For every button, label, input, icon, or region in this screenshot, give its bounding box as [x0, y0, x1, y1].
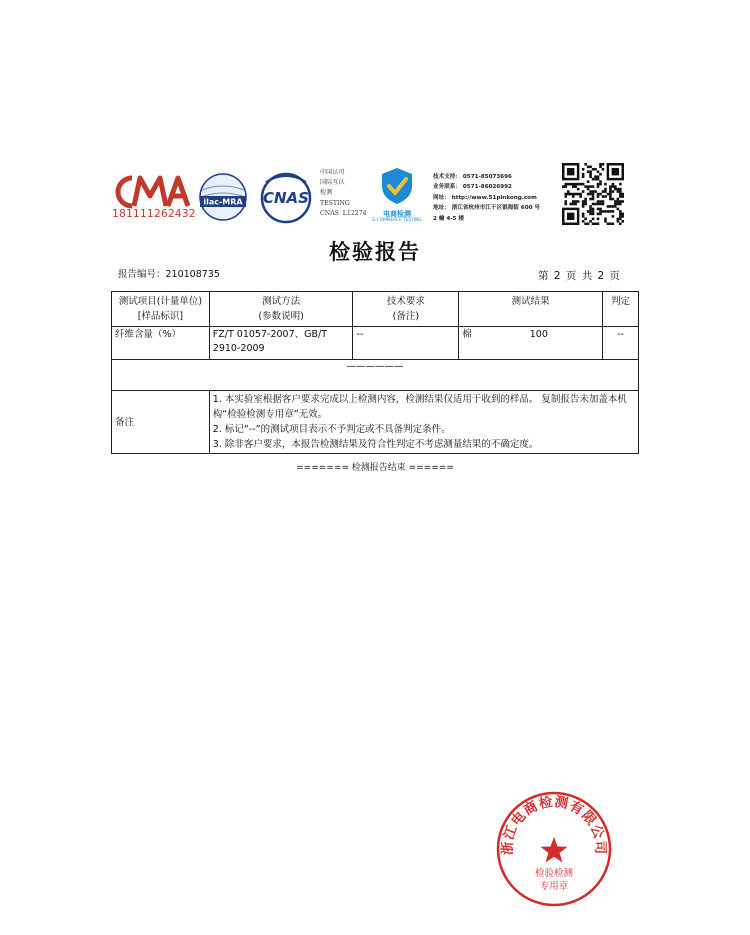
page-title: 检验报告 — [329, 239, 421, 264]
cnas-text-block — [320, 168, 367, 219]
ecom-cn-label: 电商检测 — [383, 210, 411, 218]
result-value: 100 — [529, 329, 548, 340]
address-line-2: 2 幢 4-5 楼 — [433, 215, 465, 222]
cell-result — [459, 327, 603, 360]
cnas-line: 中国认可 — [320, 169, 345, 176]
note-item: 2. 标记“--”的测试项目表示不予判定或不具备判定条件。 — [212, 424, 451, 435]
svg-text:ilac-MRA: ilac-MRA — [203, 197, 243, 207]
result-label: 棉 — [462, 329, 472, 340]
svg-text:CNAS: CNAS — [263, 189, 309, 207]
address-line: 地址： 浙江省杭州市江干区银海街 600 号 — [433, 205, 541, 212]
report-number: 报告编号：210108735 — [118, 269, 220, 280]
header-requirement: 技术要求 (备注) — [353, 292, 459, 327]
cell-requirement: -- — [353, 327, 459, 360]
table-row — [112, 327, 639, 360]
seal-line-1: 检验检测 — [534, 868, 574, 879]
note-item: 3. 除非客户要求，本报告检测结果及符合性判定不考虑测量结果的不确定度。 — [212, 439, 539, 450]
cnas-line: 国际互认 — [320, 179, 345, 187]
results-table — [111, 291, 639, 454]
website-line: 网址： http://www.51pinkong.com — [433, 194, 537, 201]
business-line: 业务联系： 0571-86026992 — [433, 184, 512, 191]
header-result: 测试结果 — [459, 292, 603, 327]
seal-arc-text: 浙江电商检测有限公司 — [499, 793, 609, 856]
qr-code — [562, 163, 624, 225]
cnas-logo — [256, 172, 316, 224]
cell-item: 纤维含量（%） — [112, 327, 210, 360]
notes-label: 备注 — [112, 391, 210, 454]
cnas-line: TESTING — [320, 199, 350, 207]
tech-support-line: 技术支持： 0571-85073696 — [433, 174, 512, 180]
cma-number: 181111262432 — [112, 208, 196, 220]
ilac-mra-logo — [198, 172, 248, 222]
report-end-marker: ======= 检测报告结束 ====== — [296, 463, 454, 473]
cnas-line: 检测 — [320, 189, 333, 197]
separator-line: —————— — [112, 360, 639, 391]
cell-judgement: -- — [603, 327, 639, 360]
note-item: 1. 本实验室根据客户要求完成以上检测内容，检测结果仅适用于收到的样品。 复制报告未加盖本机构“检验检测专用章”无效。 — [212, 394, 627, 420]
seal-line-2: 专用章 — [539, 881, 569, 892]
star-icon — [541, 837, 568, 863]
notes-row — [112, 391, 639, 454]
header-judgement: 判定 — [603, 292, 639, 327]
notes-content — [209, 391, 638, 454]
header-method: 测试方法 (参数说明) — [209, 292, 353, 327]
separator-row — [112, 360, 639, 391]
page-indicator: 第 2 页 共 2 页 — [538, 270, 622, 282]
official-seal — [495, 790, 613, 908]
cnas-line: CNAS L12274 — [320, 209, 367, 217]
table-header-row — [112, 292, 639, 327]
shield-check-icon — [364, 166, 430, 206]
contact-info — [433, 172, 540, 224]
ecommerce-testing-logo — [364, 166, 430, 222]
cell-method: FZ/T 01057-2007、GB/T 2910-2009 — [209, 327, 353, 360]
header-item: 测试项目(计量单位) [样品标识] — [112, 292, 210, 327]
ecom-en-label: E-COMMERCE TESTING — [372, 218, 422, 223]
